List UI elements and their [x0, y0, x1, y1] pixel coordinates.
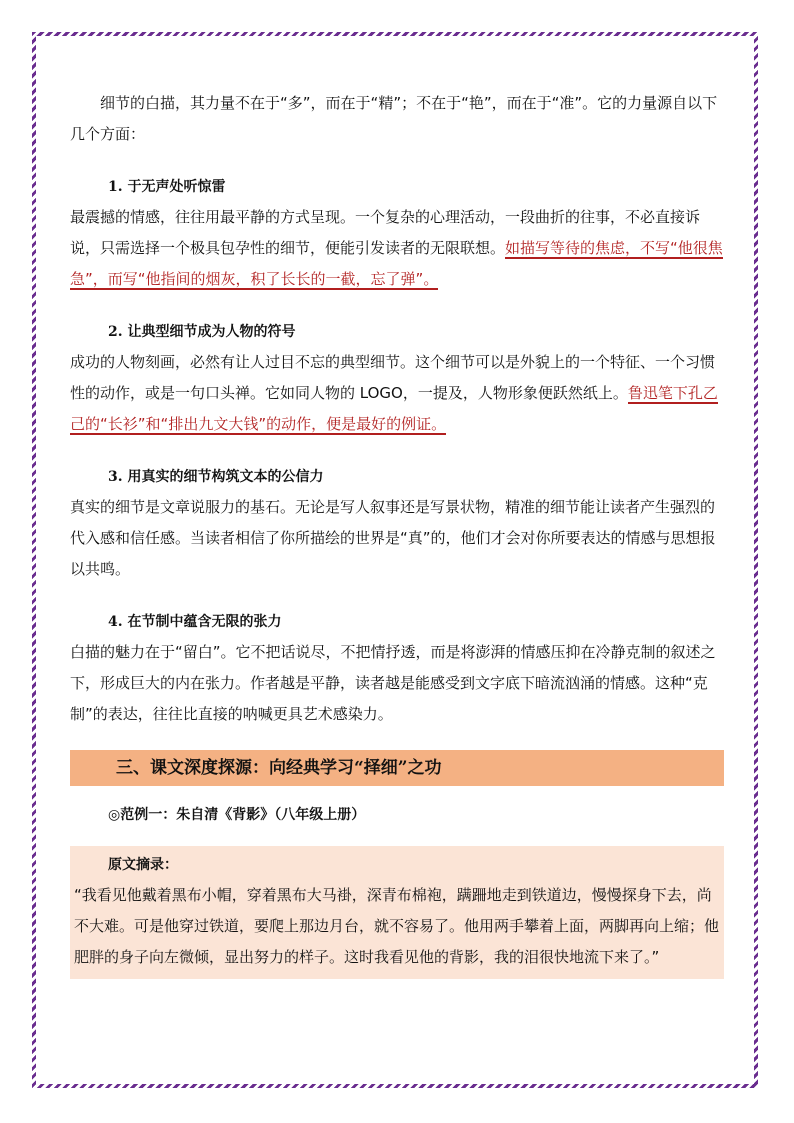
point-text: 最震撼的情感，往往用最平静的方式呈现。一个复杂的心理活动，一段曲折的往事，不必直接诉说，只需选择一个极具包孕性的细节，便能引发读者的无限联想。: [70, 208, 701, 257]
highlighted-example: 鲁迅笔下孔乙己的“长衫”和“排出九文大钱”的动作，便是最好的例证。: [70, 384, 718, 433]
point-heading: 4. 在节制中蕴含无限的张力: [108, 614, 282, 630]
point-text: 成功的人物刻画，必然有让人过目不忘的典型细节。这个细节可以是外貌上的一个特征、一个习惯性的动作，或是一句口头禅。它如同人物的 LOGO，一提及，人物形象便跃然纸上。: [70, 353, 716, 402]
point-body: 白描的魅力在于“留白”。它不把话说尽，不把情抒透，而是将澎湃的情感压抑在冷静克制的叙述之下，形成巨大的内在张力。作者越是平静，读者越是能感受到文字底下暗流汹涌的情感。这种“克制”的表达，往往比直接的呐喊更具艺术感染力。: [70, 643, 716, 723]
point-heading: 1. 于无声处听惊雷: [108, 179, 226, 195]
point-heading: 2. 让典型细节成为人物的符号: [108, 324, 296, 340]
point-2: [70, 317, 724, 440]
point-4: [70, 607, 724, 730]
point-body: [70, 347, 724, 440]
intro-paragraph: 细节的白描，其力量不在于“多”，而在于“精”；不在于“艳”，而在于“准”。它的力量源自以下几个方面：: [70, 94, 718, 143]
highlighted-example: 如描写等待的焦虑，不写“他很焦急”，而写“他指间的烟灰，积了长长的一截，忘了弹”。: [70, 239, 723, 288]
point-body: 真实的细节是文章说服力的基石。无论是写人叙事还是写景状物，精准的细节能让读者产生强烈的代入感和信任感。当读者相信了你所描绘的世界是“真”的，他们才会对你所要表达的情感与思想报以共鸣。: [70, 498, 716, 578]
quote-text: “我看见他戴着黑布小帽，穿着黑布大马褂，深青布棉袍，蹒跚地走到铁道边，慢慢探身下去，尚不大难。可是他穿过铁道，要爬上那边月台，就不容易了。他用两手攀着上面，两脚再向上缩；他肥胖的身子向左微倾，显出努力的样子。这时我看见他的背影，我的泪很快地流下来了。”: [74, 886, 720, 966]
document-body: [70, 88, 724, 979]
section-heading: 三、课文深度探源：向经典学习“择细”之功: [70, 750, 724, 786]
quote-title: 原文摘录：: [108, 857, 178, 873]
point-3: [70, 462, 724, 585]
example-label: ◎范例一：朱自清《背影》（八年级上册）: [108, 807, 366, 823]
point-1: [70, 172, 724, 295]
point-heading: 3. 用真实的细节构筑文本的公信力: [108, 469, 324, 485]
point-body: [70, 202, 724, 295]
quote-box: [70, 846, 724, 979]
